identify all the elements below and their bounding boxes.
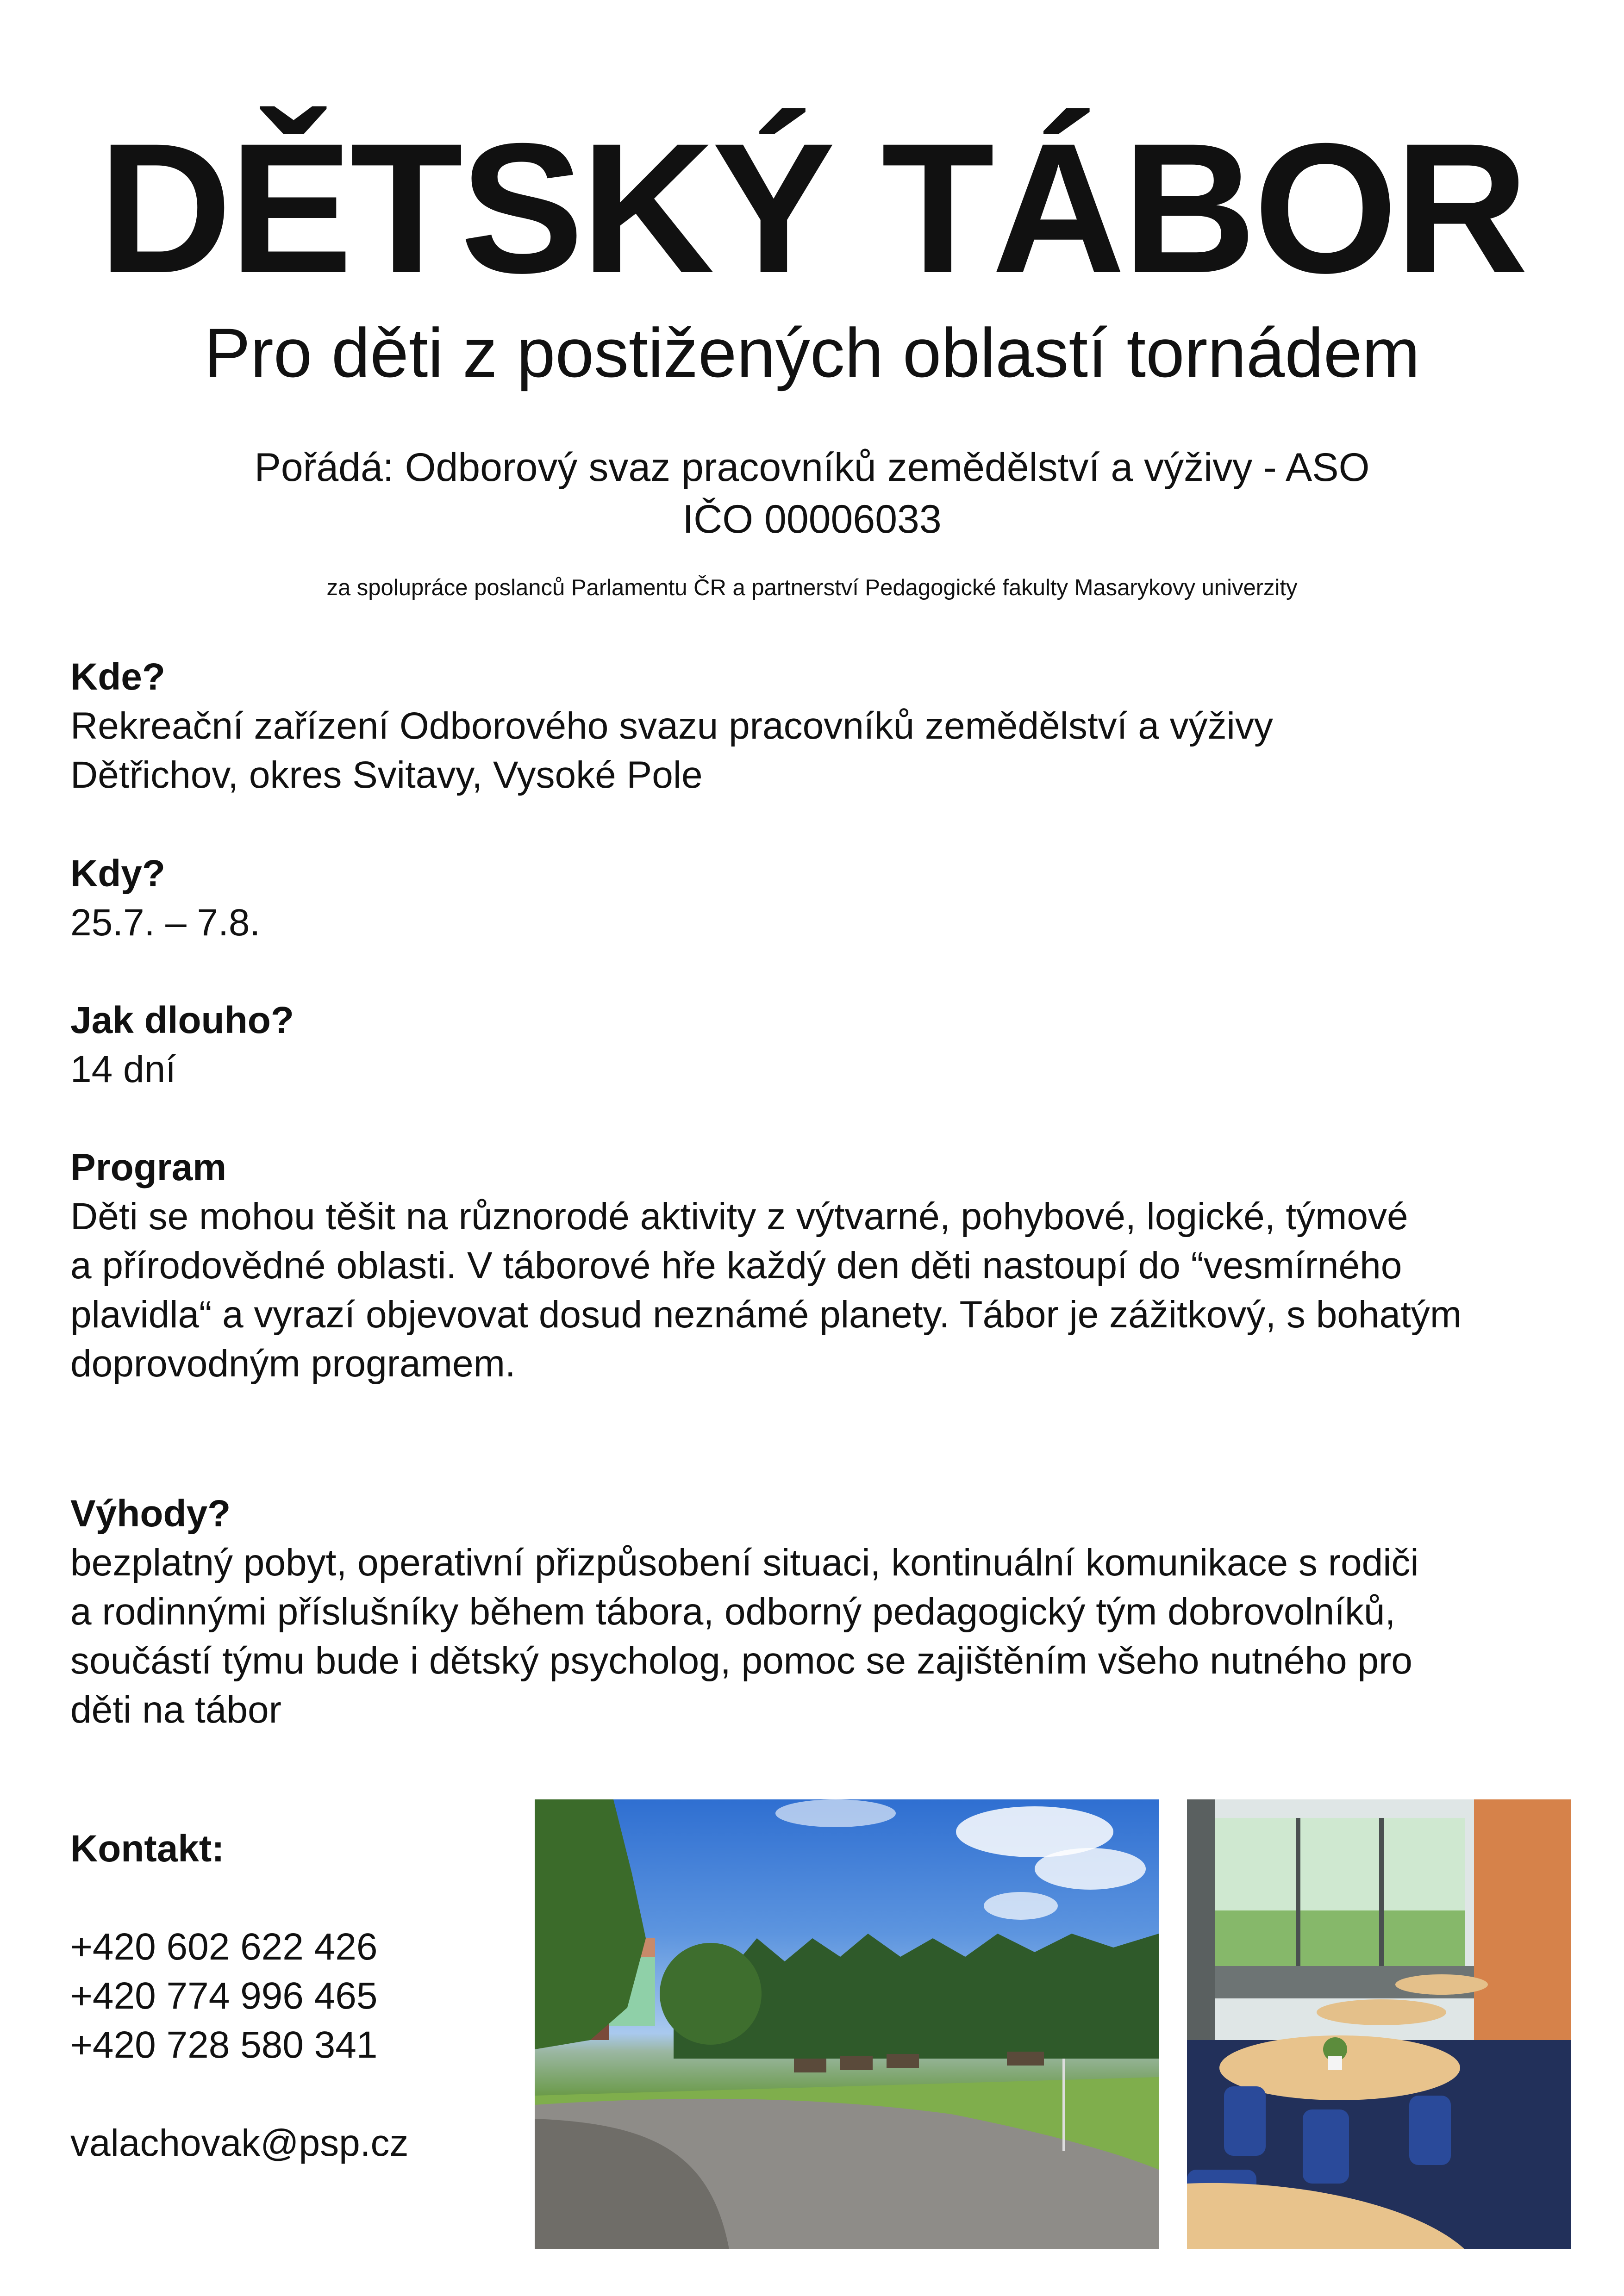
section-text: součástí týmu bude i dětský psycholog, pomoc se zajištěním všeho nutného pro xyxy=(70,1640,1412,1682)
section-benefits xyxy=(70,1489,1552,1735)
section-text: Děti se mohou těšit na různorodé aktivity z výtvarné, pohybové, logické, týmové xyxy=(70,1195,1408,1238)
phone-list xyxy=(70,1923,533,2070)
phone-number: +420 774 996 465 xyxy=(70,1975,378,2017)
page-subtitle: Pro děti z postižených oblastí tornádem xyxy=(204,314,1420,392)
section-heading: Program xyxy=(70,1146,227,1188)
section-text: bezplatný pobyt, operativní přizpůsobení situaci, kontinuální komunikace s rodiči xyxy=(70,1542,1419,1584)
camp-outdoor-illustration xyxy=(535,1799,1159,2249)
cooperation-note: za spolupráce poslanců Parlamentu ČR a partnerství Pedagogické fakulty Masarykovy univerzity xyxy=(326,575,1298,600)
section-heading: Jak dlouho? xyxy=(70,999,294,1041)
section-contact xyxy=(70,1824,533,2168)
section-text: děti na tábor xyxy=(70,1689,281,1731)
section-heading: Výhody? xyxy=(70,1493,231,1535)
section-program xyxy=(70,1143,1552,1388)
section-text: 25.7. – 7.8. xyxy=(70,902,261,944)
section-text: Rekreační zařízení Odborového svazu pracovníků zemědělství a výživy xyxy=(70,705,1273,747)
section-text: 14 dní xyxy=(70,1048,176,1090)
section-text: a přírodovědné oblasti. V táborové hře každý den děti nastoupí do “vesmírného xyxy=(70,1244,1402,1287)
section-where xyxy=(70,653,1552,800)
section-heading: Kontakt: xyxy=(70,1828,225,1870)
email-address: valachovak@psp.cz xyxy=(70,2122,409,2164)
camp-outdoor-photo xyxy=(535,1799,1159,2249)
camp-dining-room-photo xyxy=(1187,1799,1571,2249)
section-text: Dětřichov, okres Svitavy, Vysoké Pole xyxy=(70,754,703,796)
phone-number: +420 602 622 426 xyxy=(70,1926,378,1968)
organizer-ico: IČO 00006033 xyxy=(682,497,942,541)
section-how-long xyxy=(70,996,1552,1094)
section-text: a rodinnými příslušníky během tábora, odborný pedagogický tým dobrovolníků, xyxy=(70,1591,1396,1633)
organizer-name: Pořádá: Odborový svaz pracovníků zemědělství a výživy - ASO xyxy=(254,445,1370,490)
organizer-block xyxy=(0,442,1624,546)
page-title: DĚTSKÝ TÁBOR xyxy=(98,105,1526,311)
section-text: doprovodným programem. xyxy=(70,1343,516,1385)
section-heading: Kde? xyxy=(70,656,165,698)
dining-room-illustration xyxy=(1187,1799,1571,2249)
section-when xyxy=(70,849,1552,947)
phone-number: +420 728 580 341 xyxy=(70,2024,378,2066)
section-text: plavidla“ a vyrazí objevovat dosud neznámé planety. Tábor je zážitkový, s bohatým xyxy=(70,1294,1462,1336)
section-heading: Kdy? xyxy=(70,852,165,895)
